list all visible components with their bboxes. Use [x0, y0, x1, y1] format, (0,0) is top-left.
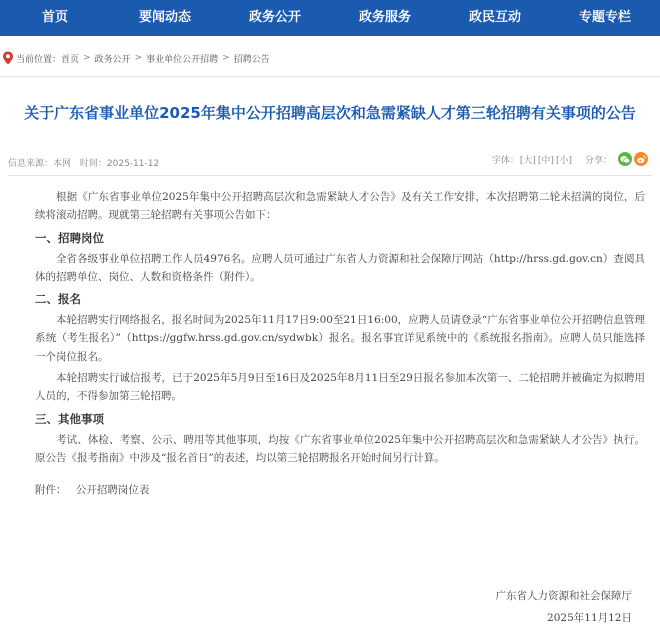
section-paragraph: 本轮招聘实行诚信报考，已于2025年5月9日至16日及2025年8月11日至29日报名参加本次第一、二轮招聘并被确定为拟聘用人员的，不得参加第三轮招聘。 — [35, 372, 645, 403]
share-label: 分享： — [584, 155, 612, 166]
nav-item-gov-affairs[interactable]: 政务公开 — [248, 10, 301, 25]
nav-item-home[interactable]: 首页 — [41, 10, 68, 25]
article-tools — [492, 152, 648, 166]
top-nav — [0, 0, 660, 36]
signature-org: 广东省人力资源和社会保障厅 — [495, 590, 632, 602]
breadcrumb-item-announcement[interactable]: 招聘公告 — [233, 54, 270, 65]
breadcrumb-item-recruitment[interactable]: 事业单位公开招聘 — [146, 54, 219, 65]
divider — [8, 175, 652, 176]
font-size-small-button[interactable]: [小] — [555, 155, 572, 166]
breadcrumb — [2, 50, 270, 66]
intro-paragraph: 根据《广东省事业单位2025年集中公开招聘高层次和急需紧缺人才公告》及有关工作安排，本次招聘第二轮未招满的岗位，后续将滚动招聘。现就第三轮招聘有关事项公告如下： — [35, 191, 645, 222]
article-source: 信息来源：本网 — [8, 159, 72, 169]
signature — [496, 585, 633, 629]
nav-item-news[interactable]: 要闻动态 — [138, 10, 191, 25]
article-title: 关于广东省事业单位2025年集中公开招聘高层次和急需紧缺人才第三轮招聘有关事项的公告 — [24, 104, 636, 122]
breadcrumb-prefix: 当前位置： — [16, 54, 62, 65]
font-size-large-button[interactable]: [大] — [519, 155, 536, 166]
signature-date: 2025年11月12日 — [547, 612, 632, 624]
font-size-medium-button[interactable]: [中] — [537, 155, 554, 166]
nav-item-interaction[interactable]: 政民互动 — [468, 10, 521, 25]
article-meta — [8, 156, 165, 169]
location-pin-icon — [2, 51, 14, 65]
attachment-line — [35, 481, 645, 499]
divider — [0, 76, 660, 77]
breadcrumb-item-gov-affairs[interactable]: 政务公开 — [94, 54, 131, 65]
section-paragraph: 本轮招聘实行网络报名，报名时间为2025年11月17日9:00至21日16:00，应聘人员请登录“广东省事业单位公开招聘信息管理系统（考生报名）”（https://ggfw.hrss.gd.gov.cn/sydwbk）报名。报名事宜详见系统中的《系统报名指南》。应聘人员只能选择一个岗位报名。 — [35, 314, 645, 363]
breadcrumb-item-home[interactable]: 首页 — [61, 54, 80, 65]
section-heading: 三、其他事项 — [35, 411, 104, 426]
section-paragraph: 全省各级事业单位招聘工作人员4976名。应聘人员可通过广东省人力资源和社会保障厅网站（http://hrss.gd.gov.cn）查阅具体的招聘单位、岗位、人数和资格条件（附件）。 — [35, 252, 645, 283]
wechat-share-icon[interactable] — [618, 152, 632, 166]
font-size-label: 字体： — [491, 155, 519, 166]
nav-item-gov-services[interactable]: 政务服务 — [358, 10, 411, 25]
nav-item-topics[interactable]: 专题专栏 — [578, 10, 631, 25]
section-heading: 二、报名 — [35, 292, 81, 307]
breadcrumb-separator: > — [222, 53, 230, 63]
article-time: 时间：2025-11-12 — [79, 159, 160, 169]
weibo-share-icon[interactable] — [634, 152, 648, 166]
attachment-label: 附件： — [35, 484, 67, 497]
section-heading: 一、招聘岗位 — [35, 230, 104, 245]
breadcrumb-separator: > — [134, 53, 143, 63]
section-paragraph: 考试、体检、考察、公示、聘用等其他事项，均按《广东省事业单位2025年集中公开招聘高层次和急需紧缺人才公告》执行。原公告《报考指南》中涉及“报名首日”的表述，均以第三轮招聘报名开始时间另行计算。 — [35, 433, 645, 464]
breadcrumb-separator: > — [83, 53, 91, 63]
attachment-link[interactable]: 公开招聘岗位表 — [75, 484, 150, 497]
article-body — [35, 188, 645, 500]
